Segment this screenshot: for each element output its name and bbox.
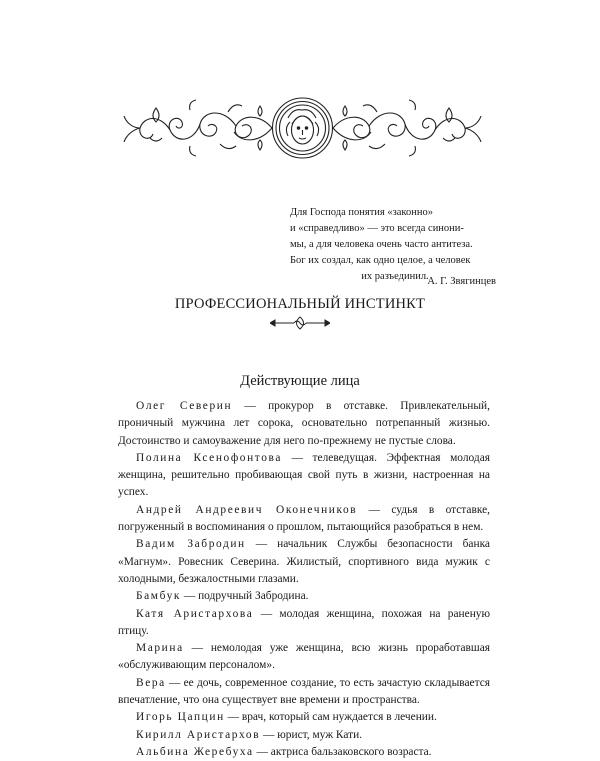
cast-entry [118,588,490,605]
character-name: Олег Северин [136,400,233,412]
cast-entry [118,709,490,726]
character-description: — молодая женщина, похожая на раненую птицу. [118,607,490,637]
character-name: Марина [136,642,184,655]
character-description: — телеведущая. Эффектная молодая женщина, решительно пробивающая свой путь в жизни, настроенная на успех. [118,451,490,499]
cast-list [118,398,490,761]
ornament-header [120,92,485,164]
character-description: — юрист, муж Кати. [260,728,363,741]
character-name: Альбина Жеребуха [136,745,254,758]
epigraph-line: мы, а для человека очень часто антитеза. [290,239,473,250]
character-name: Полина Ксенофонтова [136,451,283,464]
character-description: — актриса бальзаковского возраста. [253,745,432,758]
character-description: — начальник Службы безопасности банка «Магнум». Ровесник Северина. Жилистый, спортивного вида мужик с холодными, безжалостными глазами. [118,538,490,585]
cast-entry [118,727,490,744]
character-description: — прокурор в отставке. Привлекательный, проничный мужчина лет сорока, основательно потрепанный жизнью. Достоинство и самоуважение для него по-прежнему не пустые слова. [118,400,490,447]
epigraph-line: Для Господа понятия «законно» [290,207,433,218]
character-name: Кирилл Аристархов [136,728,261,741]
epigraph-line: и «справедливо» — это всегда синони- [290,223,464,234]
character-name: Бамбук [136,590,181,603]
cast-entry [118,606,490,641]
epigraph-author: А. Г. Звягинцев [427,276,496,287]
ornament-divider [270,316,330,330]
cast-entry [118,675,490,710]
character-name: Андрей Андреевич Оконечников [136,503,358,516]
character-description: — врач, который сам нуждается в лечении. [224,711,437,724]
page-title: ПРОФЕССИОНАЛЬНЫЙ ИНСТИНКТ [174,296,426,312]
section-title: Действующие лица [240,373,360,389]
cast-entry [118,502,490,537]
character-description: — подручный Забродина. [181,590,309,603]
epigraph-line: Бог их создал, как одно целое, а человек [290,255,471,266]
cast-entry [118,398,490,450]
cast-entry [118,744,490,761]
character-name: Вера [136,676,166,689]
character-name: Игорь Цапцин [136,711,225,724]
character-description: — немолодая уже женщина, всю жизнь проработавшая «обслуживающим персоналом». [118,642,490,672]
cast-entry [118,450,490,502]
cast-entry [118,536,490,588]
character-description: — ее дочь, современное создание, то есть зачастую складывается впечатление, что она существует вне времени и пространства. [118,676,490,707]
character-name: Катя Аристархова [136,607,254,620]
character-description: — судья в отставке, погруженный в воспоминания о прошлом, пытающийся разобраться в нем. [118,503,491,534]
epigraph [290,205,500,285]
epigraph-line: их разъединил. [361,271,429,282]
cast-entry [118,640,490,675]
character-name: Вадим Забродин [136,538,246,551]
